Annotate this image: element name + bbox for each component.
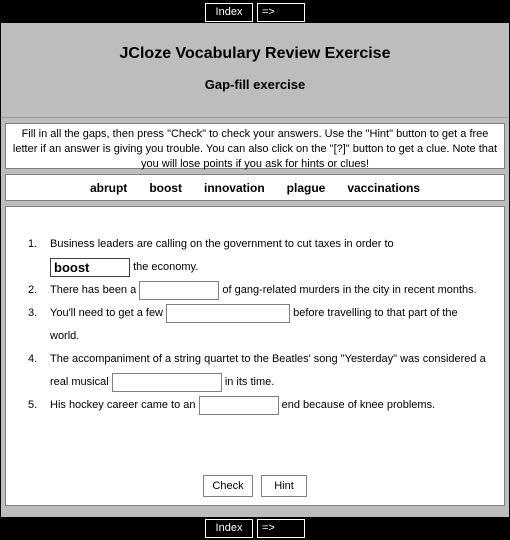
question-text [50,394,486,417]
word-list-item: vaccinations [347,180,421,195]
button-row [6,475,504,497]
question-item [28,302,486,348]
question-number: 1. [28,238,38,250]
question-text-after: of gang-related murders in the city in recent months. [222,284,477,296]
question-text-before: His hockey career came to an [50,399,196,411]
question-text [50,279,486,302]
question-text-before: Business leaders are calling on the government to cut taxes in order to [50,238,394,250]
gap-input-5[interactable] [199,396,279,415]
word-list [5,174,505,201]
title-area [1,23,509,118]
word-list-item: abrupt [89,180,128,195]
gap-input-1[interactable]: boost [50,258,130,277]
gap-input-2[interactable] [139,281,219,300]
question-item [28,348,486,394]
hint-button[interactable]: Hint [261,475,307,497]
content-area [1,118,509,521]
check-button[interactable]: Check [203,475,253,497]
question-text-before: There has been a [50,284,137,296]
top-nav-bar [1,1,509,23]
next-button[interactable]: => [257,3,305,22]
question-item [28,233,486,279]
word-list-item: boost [149,180,182,195]
question-text [50,348,486,394]
question-text [50,302,486,348]
word-list-item: plague [286,180,326,195]
question-list [28,233,486,417]
gap-input-3[interactable] [166,304,290,323]
page-title: JCloze Vocabulary Review Exercise [119,45,391,62]
question-text-after: before travelling to that part of the world. [50,307,458,342]
page-subtitle: Gap-fill exercise [204,77,306,92]
question-text-after: end because of knee problems. [281,399,436,411]
question-text-after: in its time. [224,376,275,388]
next-button[interactable]: => [257,519,305,538]
index-button[interactable]: Index [205,519,253,538]
instructions-box: Fill in all the gaps, then press "Check" to check your answers. Use the "Hint" button to get a free letter if an answer is giving you trouble. You can also click on the "[?]" button to get a clue. Note that you will lose points if you ask for hints or clues! [5,123,505,169]
question-number: 3. [28,307,38,319]
question-number: 2. [28,284,38,296]
question-text-after: the economy. [133,261,199,273]
word-list-item: innovation [203,180,265,195]
question-number: 4. [28,353,38,365]
question-item [28,394,486,417]
bottom-nav-bar [1,517,509,539]
gap-input-4[interactable] [112,373,222,392]
question-text-before: You'll need to get a few [50,307,164,319]
exercise-panel [5,206,505,506]
question-text-before: The accompaniment of a string quartet to the Beatles' song "Yesterday" was considered a real musical [50,353,486,388]
index-button[interactable]: Index [205,3,253,22]
question-item [28,279,486,302]
question-text [50,233,486,279]
question-number: 5. [28,399,38,411]
